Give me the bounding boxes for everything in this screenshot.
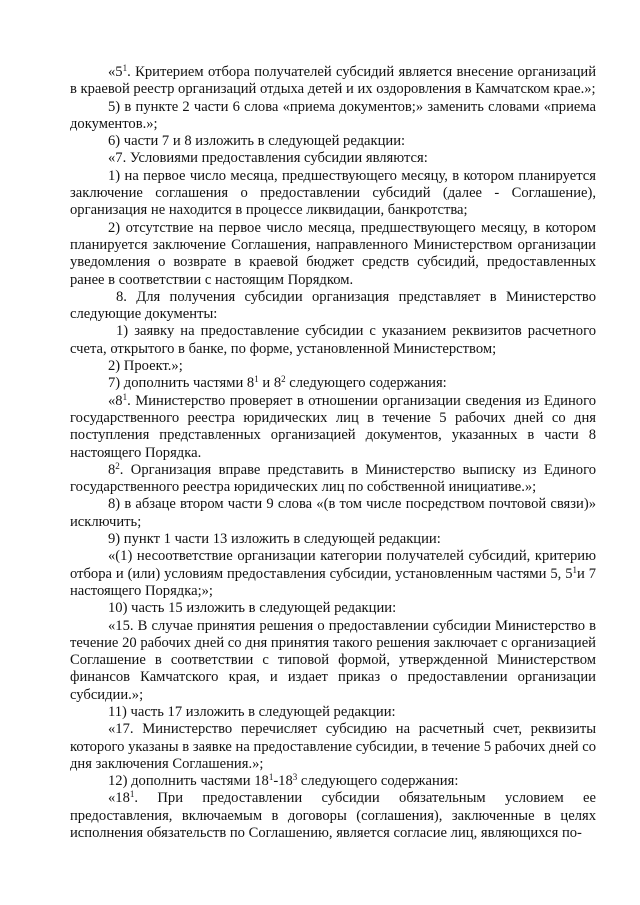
paragraph-text: «15. В случае принятия решения о предоставлении субсидии Министерство в течение 20 рабочих дней со дня принятия такого решения заключает с организацией Соглашение в соответствии с типовой формой, утвержденной Министерством финансов Камчатского края, и издает приказ о предоставлении организации субсидии.»; xyxy=(70,617,596,703)
paragraph-text: 5) в пункте 2 части 6 слова «приема документов;» заменить словами «приема документов.»; xyxy=(70,98,596,132)
superscript: 1 xyxy=(254,374,259,385)
paragraph-p19 xyxy=(70,721,596,773)
paragraph-text: 12) дополнить частями 18 xyxy=(108,773,269,790)
paragraph-text: . Критерием отбора получателей субсидий является внесение организаций в краевой реестр организаций отдыха детей и их оздоровления в Камчатском крае.»; xyxy=(70,64,596,98)
superscript: 1 xyxy=(122,63,128,73)
paragraph-p7 xyxy=(70,289,596,324)
superscript: 1 xyxy=(572,564,577,575)
paragraph-p11 xyxy=(70,393,596,462)
paragraph-text: 8. Для получения субсидии организация представляет в Министерство следующие документы: xyxy=(70,288,596,323)
paragraph-text: . Министерство проверяет в отношении организации сведения из Единого государственного реестра юридических лиц в течение 5 рабочих дней со дня поступления представленных организацией документов, указанных в части 8 настоящего Порядка. xyxy=(70,392,596,461)
paragraph-p6 xyxy=(70,220,596,289)
paragraph-text: 1) заявку на предоставление субсидии с указанием реквизитов расчетного счета, открытого в банке, по форме, установленной Министерством; xyxy=(70,323,596,357)
superscript: 3 xyxy=(292,772,298,783)
paragraph-text: . При предоставлении субсидии обязательным условием ее предоставления, включаемым в договоры (соглашения), заключенные в целях исполнения обязательств по Соглашению, является согласие лиц, являющихся по- xyxy=(70,790,596,842)
paragraph-text: следующего содержания: xyxy=(297,773,459,790)
paragraph-text: «8 xyxy=(108,392,123,409)
paragraph-text: 11) часть 17 изложить в следующей редакции: xyxy=(108,703,396,720)
paragraph-text: 8) в абзаце втором части 9 слова «(в том числе посредством почтовой связи)» исключить; xyxy=(70,496,596,530)
paragraph-p4 xyxy=(70,150,596,167)
paragraph-p9 xyxy=(70,358,596,375)
paragraph-text: «17. Министерство перечисляет субсидию на расчетный счет, реквизиты которого указаны в заявке на предоставление субсидии, в течение 5 рабочих дней со дня заключения Соглашения.»; xyxy=(70,721,596,772)
paragraph-text: «5 xyxy=(108,64,123,80)
paragraph-text: 8 xyxy=(108,461,116,478)
paragraph-p8 xyxy=(70,323,596,358)
paragraph-p13 xyxy=(70,496,596,531)
paragraph-text: «18 xyxy=(108,790,130,807)
paragraph-p2 xyxy=(70,99,596,134)
paragraph-text: «7. Условиями предоставления субсидии являются: xyxy=(108,150,428,167)
paragraph-text: 10) часть 15 изложить в следующей редакции: xyxy=(108,600,397,617)
paragraph-p21 xyxy=(70,790,596,842)
paragraph-p5 xyxy=(70,168,596,220)
paragraph-text: 7) дополнить частями 8 xyxy=(108,375,255,392)
paragraph-p18 xyxy=(70,704,596,721)
paragraph-text: -18 xyxy=(273,773,293,790)
paragraph-text: 2) Проект.»; xyxy=(108,358,183,375)
superscript: 1 xyxy=(129,789,135,800)
paragraph-text: следующего содержания: xyxy=(285,375,447,392)
paragraph-p16 xyxy=(70,600,596,617)
paragraph-text: 6) части 7 и 8 изложить в следующей редакции: xyxy=(108,133,406,150)
paragraph-p15 xyxy=(70,548,596,600)
paragraph-text: 9) пункт 1 части 13 изложить в следующей редакции: xyxy=(108,531,441,548)
paragraph-p17 xyxy=(70,618,596,704)
paragraph-p14 xyxy=(70,531,596,548)
paragraph-p12 xyxy=(70,462,596,497)
paragraph-text: . Организация вправе представить в Министерство выписку из Единого государственного реестра юридических лиц по собственной инициативе.»; xyxy=(70,461,596,496)
paragraph-text: 1) на первое число месяца, предшествующего месяцу, в котором планируется заключение соглашения о предоставлении субсидий (далее - Соглашение), организация не находится в процессе ликвидации, банкротства; xyxy=(70,167,596,219)
paragraph-p1 xyxy=(70,64,596,99)
superscript: 2 xyxy=(115,460,120,471)
paragraph-p3 xyxy=(70,133,596,150)
paragraph-text: «(1) несоответствие организации категории получателей субсидий, критерию отбора и (или) условиям предоставления субсидии, установленным частями 5, 5 xyxy=(70,548,596,582)
superscript: 1 xyxy=(122,391,128,402)
paragraph-text: 2) отсутствие на первое число месяца, предшествующего месяцу, в котором планируется заключение Соглашения, направленного Министерством организации уведомления о возврате в краевой бюджет средств субсидий, предоставленных ранее в соответствии с настоящим Порядком. xyxy=(70,219,596,288)
superscript: 2 xyxy=(281,374,286,385)
paragraph-p20 xyxy=(70,773,596,790)
paragraph-p10 xyxy=(70,375,596,392)
superscript: 1 xyxy=(268,772,274,783)
paragraph-text: и 8 xyxy=(258,375,282,392)
paragraph-text: и 7 настоящего Порядка;»; xyxy=(70,565,596,599)
